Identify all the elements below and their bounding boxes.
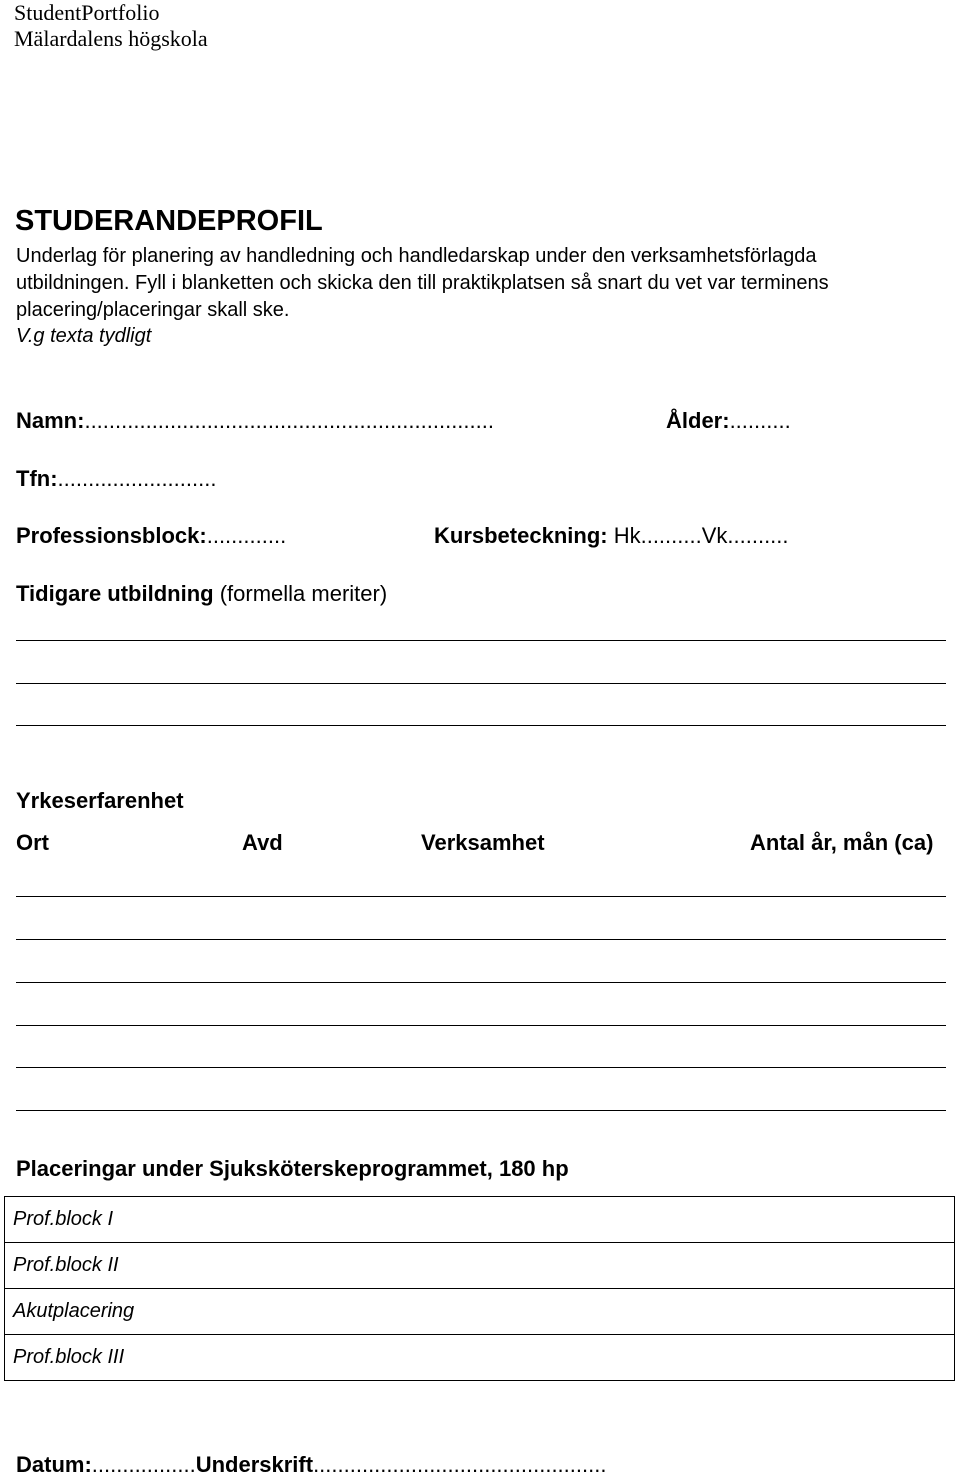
tidigare-line-2[interactable] <box>16 683 946 684</box>
tidigare-utbildning-suffix: (formella meriter) <box>213 581 388 606</box>
column-ort: Ort <box>16 830 49 855</box>
intro-line-3: placering/placeringar skall ske. <box>16 299 290 321</box>
table-row <box>5 1289 955 1335</box>
namn-field[interactable]: ................................................................... <box>84 408 494 433</box>
intro-line-1: Underlag för planering av handledning och handledarskap under den verksamhetsförlagda <box>16 245 817 267</box>
alder-row <box>666 408 791 434</box>
tidigare-line-3[interactable] <box>16 725 946 726</box>
table-row <box>5 1335 955 1381</box>
placeringar-table <box>4 1196 955 1381</box>
tfn-label: Tfn: <box>16 466 58 491</box>
tidigare-line-1[interactable] <box>16 640 946 641</box>
column-avd: Avd <box>242 830 283 855</box>
intro-note: V.g texta tydligt <box>16 325 152 347</box>
tidigare-utbildning-heading <box>16 581 387 607</box>
placering-cell-prof-block-3[interactable]: Prof.block III <box>5 1335 955 1381</box>
tfn-field[interactable]: .......................... <box>57 466 217 491</box>
yrke-line-4[interactable] <box>16 1025 946 1026</box>
professionsblock-row <box>16 523 286 549</box>
placeringar-heading: Placeringar under Sjuksköterskeprogrammet, 180 hp <box>16 1156 569 1181</box>
kursbeteckning-field[interactable]: Hk..........Vk.......... <box>607 523 789 548</box>
namn-label: Namn: <box>16 408 85 433</box>
yrke-line-5[interactable] <box>16 1067 946 1068</box>
datum-label: Datum: <box>16 1452 92 1477</box>
alder-field[interactable]: .......... <box>729 408 791 433</box>
table-row <box>5 1197 955 1243</box>
page-title: STUDERANDEPROFIL <box>15 205 323 237</box>
yrke-line-2[interactable] <box>16 939 946 940</box>
kursbeteckning-row <box>434 523 789 549</box>
signature-row <box>16 1452 606 1478</box>
placering-cell-akutplacering[interactable]: Akutplacering <box>5 1289 955 1335</box>
header-org-line2: Mälardalens högskola <box>14 26 208 51</box>
placering-cell-prof-block-2[interactable]: Prof.block II <box>5 1243 955 1289</box>
alder-label: Ålder: <box>666 408 730 433</box>
kursbeteckning-label: Kursbeteckning: <box>434 523 608 548</box>
yrke-line-6[interactable] <box>16 1110 946 1111</box>
column-verksamhet: Verksamhet <box>421 830 545 855</box>
column-antal: Antal år, mån (ca) <box>750 830 934 855</box>
yrke-line-3[interactable] <box>16 982 946 983</box>
tidigare-utbildning-label: Tidigare utbildning <box>16 581 214 606</box>
yrkeserfarenhet-heading: Yrkeserfarenhet <box>16 788 184 813</box>
placering-cell-prof-block-1[interactable]: Prof.block I <box>5 1197 955 1243</box>
professionsblock-field[interactable]: ............. <box>206 523 287 548</box>
datum-field[interactable]: ................. <box>91 1452 196 1477</box>
tfn-row <box>16 466 216 492</box>
underskrift-field[interactable]: ................................................ <box>313 1452 607 1477</box>
professionsblock-label: Professionsblock: <box>16 523 207 548</box>
namn-row <box>16 408 494 434</box>
yrke-line-1[interactable] <box>16 896 946 897</box>
table-row <box>5 1243 955 1289</box>
underskrift-label: Underskrift <box>195 1452 314 1477</box>
header-org-line1: StudentPortfolio <box>14 0 160 25</box>
intro-line-2: utbildningen. Fyll i blanketten och skicka den till praktikplatsen så snart du vet var terminens <box>16 272 829 294</box>
